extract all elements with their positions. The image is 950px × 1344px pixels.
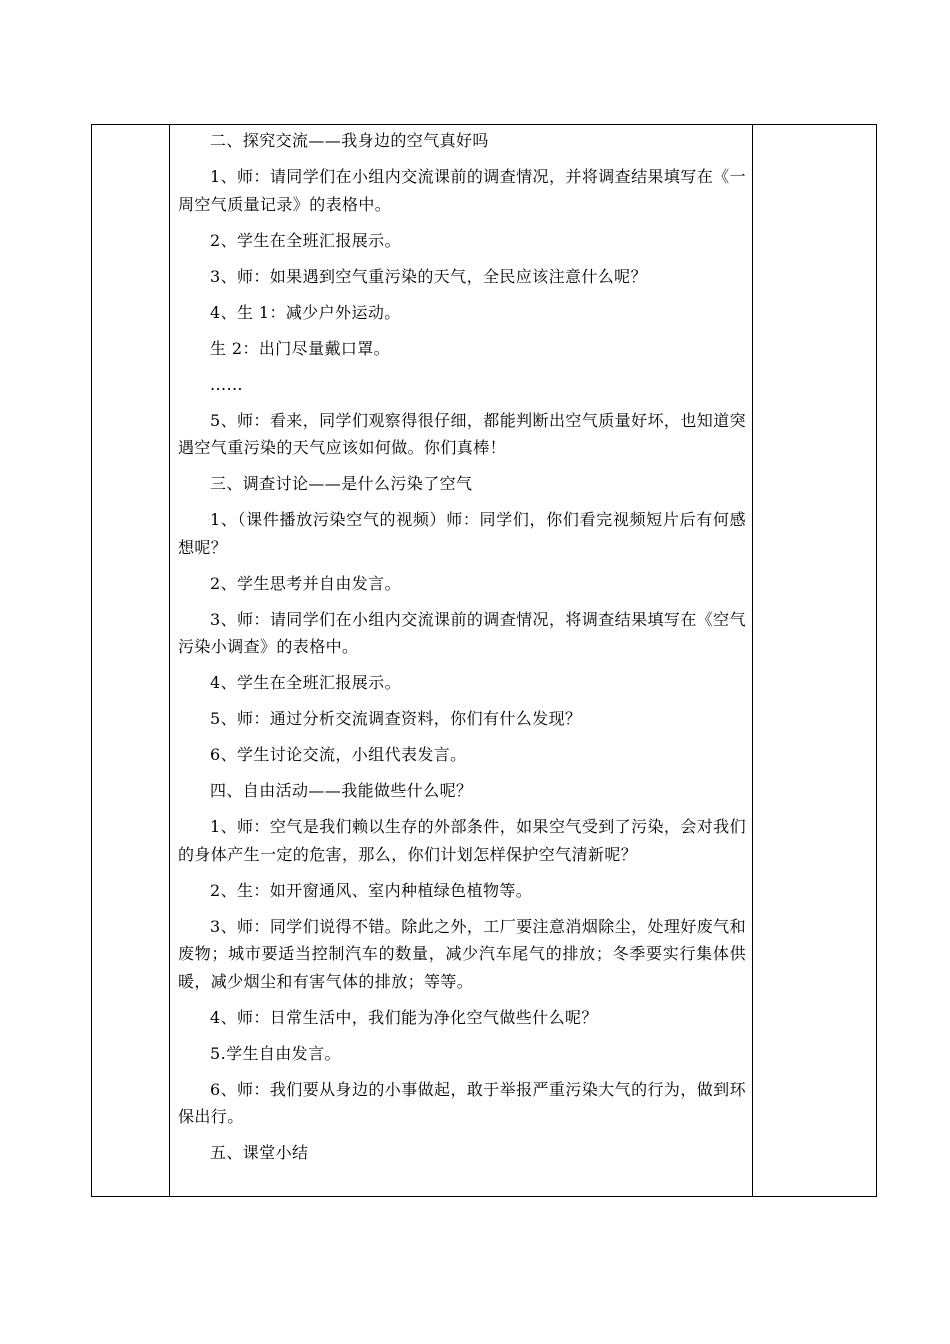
content-paragraph: 4、生 1：减少户外运动。 — [210, 302, 401, 322]
section-heading: 五、课堂小结 — [210, 1143, 309, 1162]
lesson-table — [91, 124, 877, 1197]
content-paragraph: 6、学生讨论交流，小组代表发言。 — [210, 745, 467, 764]
content-paragraph: 5.学生自由发言。 — [210, 1043, 341, 1063]
content-paragraph: 4、学生在全班汇报展示。 — [210, 673, 401, 692]
content-paragraph: 1、师：请同学们在小组内交流课前的调查情况，并将调查结果填写在《一周空气质量记录》的表格中。 — [178, 167, 746, 214]
section-heading: 二、探究交流——我身边的空气真好吗 — [210, 131, 489, 150]
content-paragraph: 1、师：空气是我们赖以生存的外部条件，如果空气受到了污染，会对我们的身体产生一定的危害，那么，你们计划怎样保护空气清新呢？ — [178, 817, 746, 864]
ellipsis-paragraph: ...... — [210, 374, 243, 394]
section-heading: 四、自由活动——我能做些什么呢？ — [210, 781, 473, 800]
content-paragraph: 生 2：出门尽量戴口罩。 — [210, 338, 391, 358]
content-paragraph: 2、学生在全班汇报展示。 — [210, 230, 401, 250]
content-paragraph: 5、师：通过分析交流调查资料，你们有什么发现？ — [210, 709, 582, 728]
content-paragraph: 4、师：日常生活中，我们能为净化空气做些什么呢？ — [210, 1007, 598, 1027]
content-paragraph: 3、师：如果遇到空气重污染的天气，全民应该注意什么呢？ — [210, 266, 647, 286]
content-paragraph: 5、师：看来，同学们观察得很仔细，都能判断出空气质量好坏，也知道突遇空气重污染的天气应该如何做。你们真棒！ — [178, 410, 746, 457]
left-column-cell — [92, 125, 170, 1196]
content-paragraph: 1、（课件播放污染空气的视频）师：同学们，你们看完视频短片后有何感想呢？ — [178, 510, 746, 557]
content-paragraph: 3、师：请同学们在小组内交流课前的调查情况，将调查结果填写在《空气污染小调查》的表格中。 — [178, 609, 746, 656]
content-paragraph: 2、学生思考并自由发言。 — [210, 573, 401, 593]
section-heading: 三、调查讨论——是什么污染了空气 — [210, 474, 473, 493]
lesson-content-cell — [170, 125, 753, 1196]
content-paragraph: 2、生：如开窗通风、室内种植绿色植物等。 — [210, 880, 533, 900]
content-paragraph: 6、师：我们要从身边的小事做起，敢于举报严重污染大气的行为，做到环保出行。 — [178, 1079, 746, 1126]
content-paragraph: 3、师：同学们说得不错。除此之外，工厂要注意消烟除尘，处理好废气和废物；城市要适当控制汽车的数量，减少汽车尾气的排放；冬季要实行集体供暖，减少烟尘和有害气体的排放；等等。 — [178, 916, 746, 991]
right-column-cell — [753, 125, 876, 1196]
